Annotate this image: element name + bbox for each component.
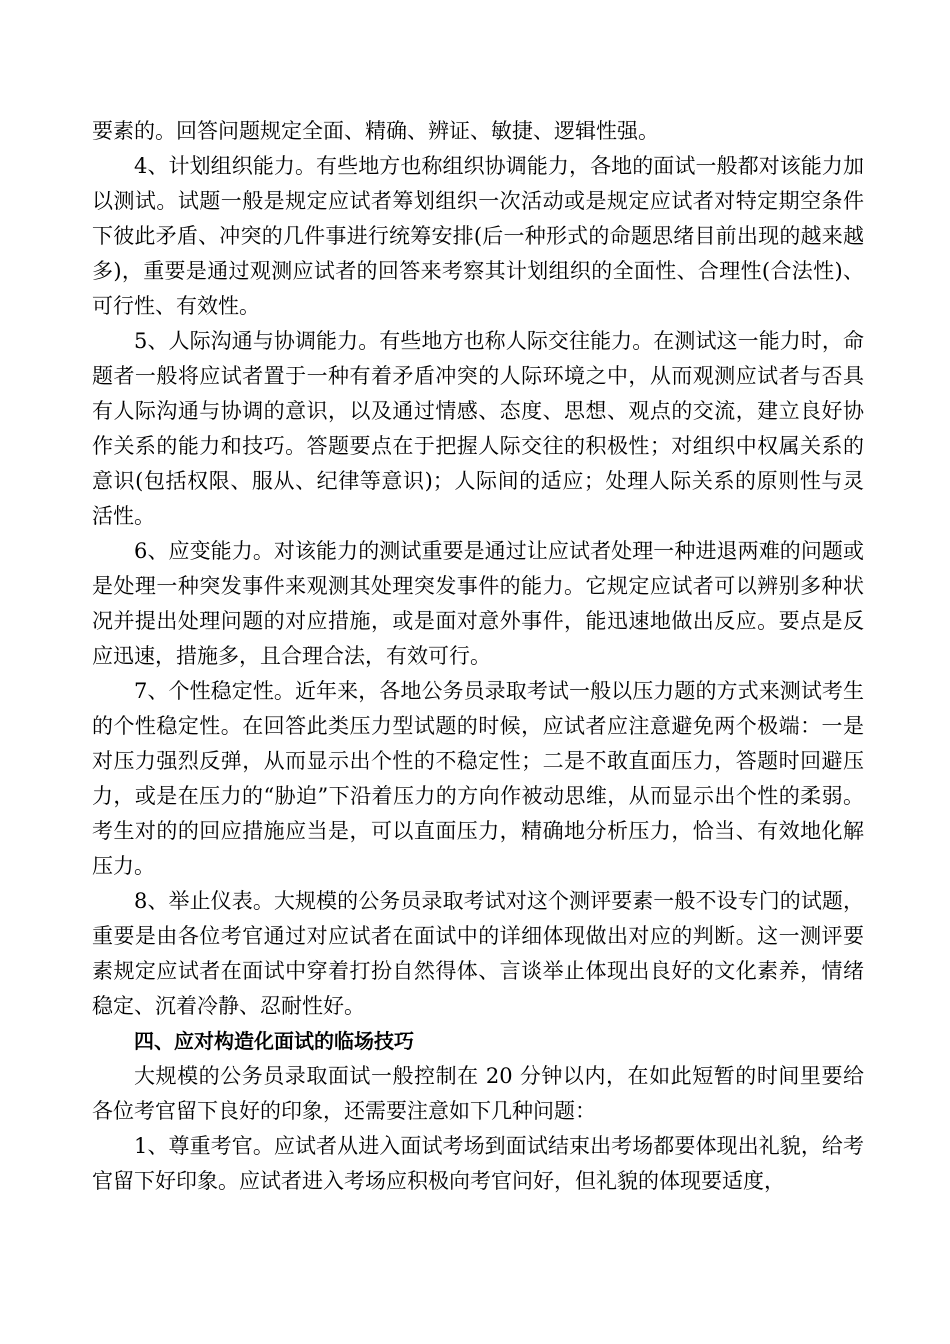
paragraph-adaptability: 6、应变能力。对该能力的测试重要是通过让应试者处理一种进退两难的问题或是处理一种突发事件来观测其处理突发事件的能力。它规定应试者可以辨别多种状况并提出处理问题的对应措施，或是面对意外事件，能迅速地做出反应。要点是反应迅速，措施多，且合理合法，有效可行。: [92, 539, 864, 668]
paragraph-planning-ability: 4、计划组织能力。有些地方也称组织协调能力，各地的面试一般都对该能力加以测试。试题一般是规定应试者筹划组织一次活动或是规定应试者对特定期空条件下彼此矛盾、冲突的几件事进行统筹安排(后一种形式的命题思绪目前出现的越来越多)，重要是通过观测应试者的回答来考察其计划组织的全面性、合理性(合法性)、可行性、有效性。: [92, 154, 864, 318]
paragraph-interpersonal-ability: 5、人际沟通与协调能力。有些地方也称人际交往能力。在测试这一能力时，命题者一般将应试者置于一种有着矛盾冲突的人际环境之中，从而观测应试者与否具有人际沟通与协调的意识，以及通过情感、态度、思想、观点的交流，建立良好协作关系的能力和技巧。答题要点在于把握人际交往的积极性；对组织中权属关系的意识(包括权限、服从、纪律等意识)；人际间的适应；处理人际关系的原则性与灵活性。: [92, 329, 864, 528]
paragraph-continuation: 要素的。回答问题规定全面、精确、辨证、敏捷、逻辑性强。: [92, 119, 659, 143]
paragraph-respect-examiners: 1、尊重考官。应试者从进入面试考场到面试结束出考场都要体现出礼貌，给考官留下好印象。应试者进入考场应积极向考官问好，但礼貌的体现要适度，: [92, 1134, 864, 1193]
paragraph-personality-stability: 7、个性稳定性。近年来，各地公务员录取考试一般以压力题的方式来测试考生的个性稳定性。在回答此类压力型试题的时候，应试者应注意避免两个极端：一是对压力强烈反弹，从而显示出个性的不稳定性；二是不敢直面压力，答题时回避压力，或是在压力的“胁迫”下沿着压力的方向作被动思维，从而显示出个性的柔弱。考生对的的回应措施应当是，可以直面压力，精确地分析压力，恰当、有效地化解压力。: [92, 679, 864, 878]
paragraph-intro: 大规模的公务员录取面试一般控制在 20 分钟以内，在如此短暂的时间里要给各位考官留下良好的印象，还需要注意如下几种问题：: [92, 1064, 864, 1123]
paragraph-appearance: 8、举止仪表。大规模的公务员录取考试对这个测评要素一般不设专门的试题，重要是由各位考官通过对应试者在面试中的详细体现做出对应的判断。这一测评要素规定应试者在面试中穿着打扮自然得体、言谈举止体现出良好的文化素养，情绪稳定、沉着冷静、忍耐性好。: [92, 889, 864, 1018]
section-heading: 四、应对构造化面试的临场技巧: [134, 1029, 414, 1053]
document-page: [92, 114, 864, 1199]
